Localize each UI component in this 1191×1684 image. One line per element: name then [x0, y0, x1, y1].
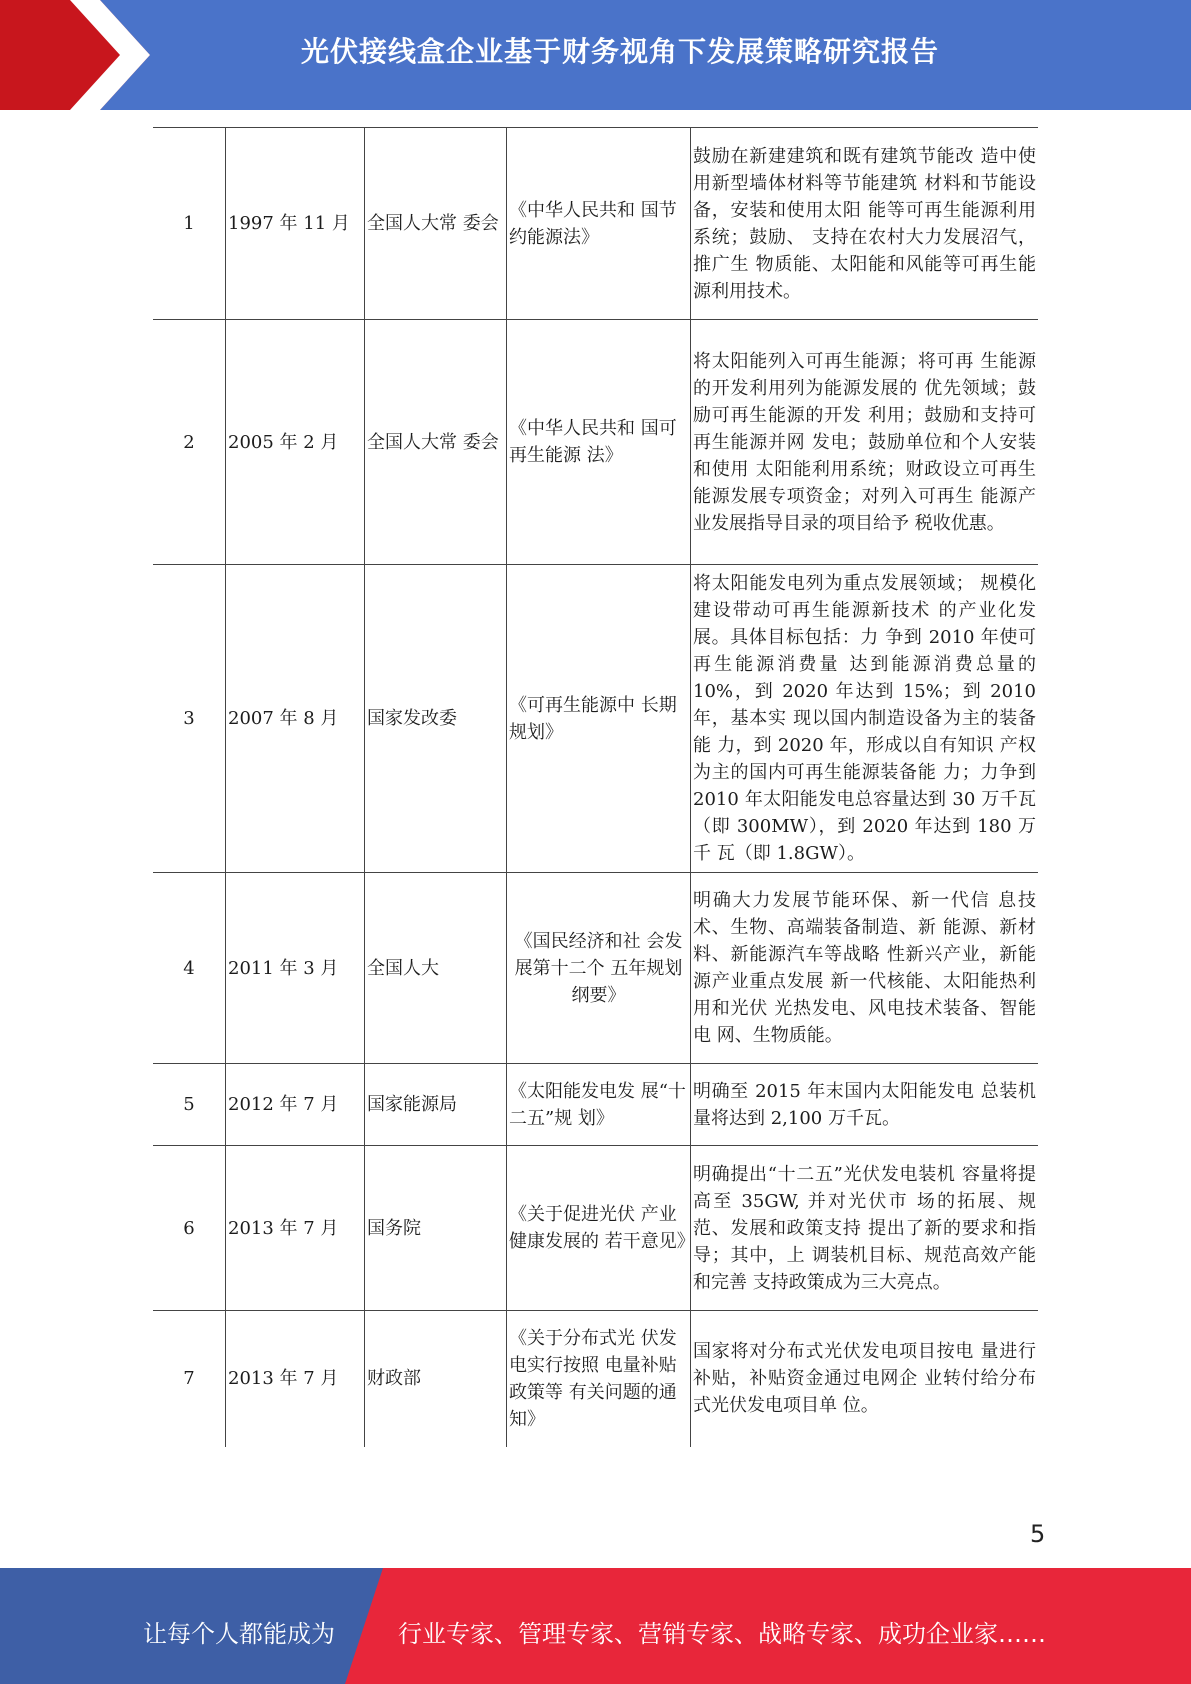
cell-content: 明确大力发展节能环保、新一代信 息技术、生物、高端装备制造、新 能源、新材料、新能源汽车等战略 性新兴产业，新能源产业重点发展 新一代核能、太阳能热利用和光伏 光热发电、风电技术装备、智能电 网、生物质能。: [691, 873, 1039, 1064]
table-row: [153, 565, 1038, 873]
cell-dept: 全国人大常 委会: [365, 320, 507, 565]
footer-slogan-right: 行业专家、管理专家、营销专家、战略专家、成功企业家……: [398, 1620, 1046, 1648]
table-row: [153, 873, 1038, 1064]
table-row: [153, 128, 1038, 320]
cell-content: 将太阳能发电列为重点发展领域； 规模化建设带动可再生能源新技术 的产业化发展。具体目标包括：力 争到 2010 年使可再生能源消费量 达到能源消费总量的 10%，到 2020 年达到 15%；到 2010 年，基本实 现以国内制造设备为主的装备能 力，到 2020 年，形成以自有知识 产权为主的国内可再生能源装备能 力；力争到 2010 年太阳能发电总容量达到 30 万千瓦（即 300MW），到 2020 年达到 180 万千 瓦（即 1.8GW）。: [691, 565, 1039, 873]
cell-dept: 国家发改委: [365, 565, 507, 873]
cell-date: 2007 年 8 月: [226, 565, 365, 873]
cell-content: 鼓励在新建建筑和既有建筑节能改 造中使用新型墙体材料等节能建筑 材料和节能设备，安装和使用太阳 能等可再生能源利用系统；鼓励、 支持在农村大力发展沼气，推广生 物质能、太阳能和风能等可再生能 源利用技术。: [691, 128, 1039, 320]
cell-content: 明确提出“十二五”光伏发电装机 容量将提高至 35GW, 并对光伏市 场的拓展、规范、发展和政策支持 提出了新的要求和指导；其中，上 调装机目标、规范高效产能和完善 支持政策成为三大亮点。: [691, 1146, 1039, 1311]
page-number: 5: [1030, 1520, 1046, 1548]
cell-content: 将太阳能列入可再生能源；将可再 生能源的开发利用列为能源发展的 优先领域；鼓励可再生能源的开发 利用；鼓励和支持可再生能源并网 发电；鼓励单位和个人安装和使用 太阳能利用系统；财政设立可再生 能源发展专项资金；对列入可再生 能源产业发展指导目录的项目给予 税收优惠。: [691, 320, 1039, 565]
cell-content: 明确至 2015 年末国内太阳能发电 总装机量将达到 2,100 万千瓦。: [691, 1064, 1039, 1146]
cell-date: 2012 年 7 月: [226, 1064, 365, 1146]
cell-doc: 《可再生能源中 长期规划》: [507, 565, 691, 873]
cell-date: 2005 年 2 月: [226, 320, 365, 565]
cell-date: 2011 年 3 月: [226, 873, 365, 1064]
cell-date: 2013 年 7 月: [226, 1311, 365, 1447]
cell-doc: 《中华人民共和 国可再生能源 法》: [507, 320, 691, 565]
cell-content: 国家将对分布式光伏发电项目按电 量进行补贴，补贴资金通过电网企 业转付给分布式光伏发电项目单 位。: [691, 1311, 1039, 1447]
cell-dept: 全国人大: [365, 873, 507, 1064]
cell-date: 2013 年 7 月: [226, 1146, 365, 1311]
cell-no: 7: [183, 1368, 195, 1390]
cell-no: 2: [153, 320, 226, 565]
cell-dept: 国家能源局: [365, 1064, 507, 1146]
table-row: [153, 1311, 1038, 1447]
cell-dept: 全国人大常 委会: [365, 128, 507, 320]
cell-doc: 《关于分布式光 伏发电实行按照 电量补贴政策等 有关问题的通 知》: [507, 1311, 691, 1447]
cell-dept: 国务院: [365, 1146, 507, 1311]
table-row: [153, 1064, 1038, 1146]
cell-doc: 《国民经济和社 会发展第十二个 五年规划纲要》: [507, 873, 691, 1064]
table-row: [153, 1146, 1038, 1311]
cell-no: 1: [153, 128, 226, 320]
cell-no: 5: [153, 1064, 226, 1146]
report-title: 光伏接线盒企业基于财务视角下发展策略研究报告: [300, 35, 939, 68]
policy-table-container: [153, 127, 1038, 1447]
cell-date: 1997 年 11 月: [226, 128, 365, 320]
cell-no: 3: [153, 565, 226, 873]
cell-no: 6: [153, 1146, 226, 1311]
cell-doc: 《关于促进光伏 产业健康发展的 若干意见》: [507, 1146, 691, 1311]
cell-dept: 财政部: [365, 1311, 507, 1447]
policy-table: [153, 127, 1038, 1447]
table-row: [153, 320, 1038, 565]
footer-slogan-left: 让每个人都能成为: [143, 1620, 335, 1648]
cell-doc: 《中华人民共和 国节约能源法》: [507, 128, 691, 320]
cell-no: 4: [153, 873, 226, 1064]
cell-doc: 《太阳能发电发 展“十二五”规 划》: [507, 1064, 691, 1146]
